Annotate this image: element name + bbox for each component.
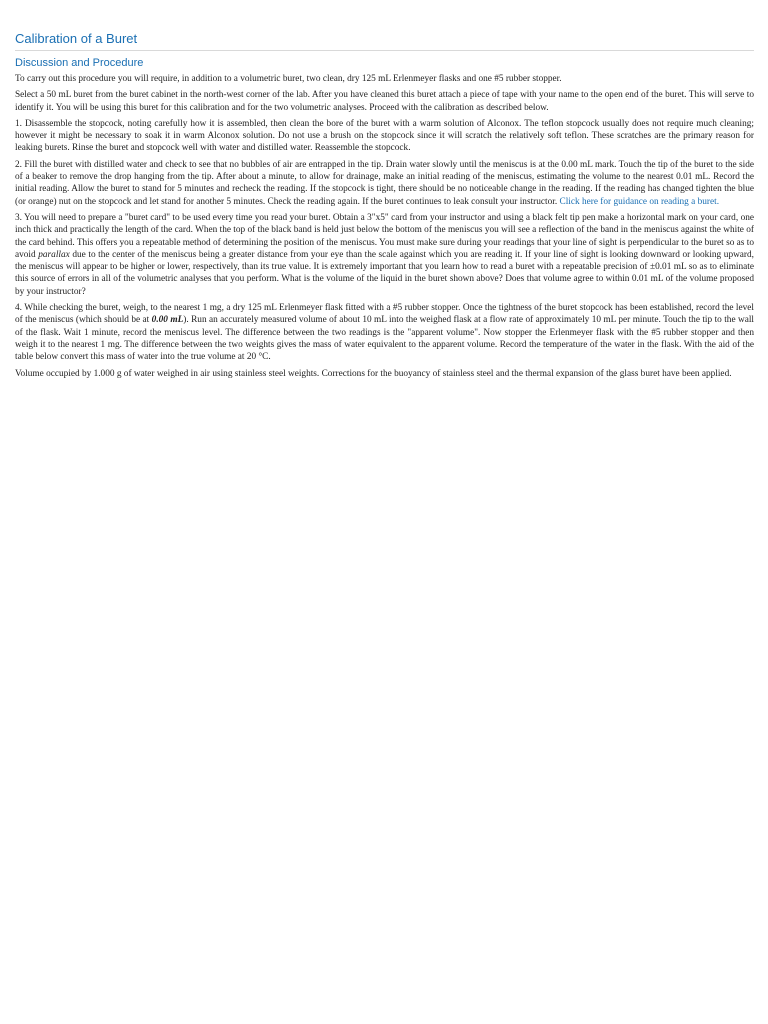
meniscus-start-value: 0.00 mL <box>151 315 184 326</box>
select-buret-paragraph: Select a 50 mL buret from the buret cabinet in the north-west corner of the lab. After you have cleaned this buret attach a piece of tape with your name to the open end of the buret. This will serve to identify it. You will be using this buret for this calibration and for the two volumetric analyses. Proceed with the calibration as described below. <box>15 90 754 113</box>
step-2-text: 2. Fill the buret with distilled water and check to see that no bubbles of air are entrapped in the tip. Drain water slowly until the meniscus is at the 0.00 mL mark. Touch the tip of the buret to the side of a beaker to remove the drop hanging from the tip. After about a minute, to allow for drainage, make an initial reading of the meniscus, estimating the volume to the nearest 0.01 mL. Record the initial reading. Allow the buret to stand for 5 minutes and recheck the reading. If the stopcock is tight, there should be no noticeable change in the reading. If the reading has changed tighten the blue (or orange) nut on the stopcock and let stand for another 5 minutes. Check the reading again. If the buret continues to leak consult your instructor. <box>15 159 754 207</box>
step-1-paragraph: 1. Disassemble the stopcock, noting carefully how it is assembled, then clean the bore of the buret with a warm solution of Alconox. The teflon stopcock usually does not require much cleaning; however it might be necessary to soak it in warm Alconox solution. Do not use a brush on the stopcock since it will scratch the relatively soft teflon. These scratches are the primary reason for leaking burets. Rinse the buret and stopcock well with water and distilled water. Reassemble the stopcock. <box>15 118 754 154</box>
intro-paragraph: To carry out this procedure you will require, in addition to a volumetric buret, two clean, dry 125 mL Erlenmeyer flasks and one #5 rubber stopper. <box>15 74 562 84</box>
step-4-text-b: ). Run an accurately measured volume of about 10 mL into the weighed flask at a flow rate of approximately 10 mL per minute. Touch the tip to the wall of the flask. Wait 1 minute, record the meniscus level. The difference between the two readings is the "apparent volume". Now stopper the Erlenmeyer flask with the #5 rubber stopper and then weigh it to the nearest 1 mg. The difference between the two weights gives the mass of water equivalent to the apparent volume. Record the temperature of the water in the flask. With the aid of the table below convert this mass of water into the true volume at 20 °C. <box>15 315 754 363</box>
section-heading: Discussion and Procedure <box>15 57 144 69</box>
step-4-text-a: 4. While checking the buret, weigh, to the nearest 1 mg, a dry 125 mL Erlenmeyer flask fitted with a #5 rubber stopper. Once the tightness of the buret stopcock has been established, record the level of the meniscus (which should be at <box>15 303 754 326</box>
document-page <box>15 0 754 384</box>
step-3-text-b: due to the center of the meniscus being a greater distance from your eye than the scale against which you are reading it. If your line of sight is looking downward or looking upward, the meniscus will appear to be higher or lower, respectively, than its true value. It is extremely important that you learn how to read a buret with a repeatable precision of ±0.01 mL so as to eliminate this source of errors in all of the volumetric analyses that you perform. What is the volume of the liquid in the buret shown above? Does that volume agree to within 0.01 mL of the volume proposed by your instructor? <box>15 249 754 297</box>
reading-buret-link[interactable]: Click here for guidance on reading a buret. <box>559 196 720 207</box>
volume-note-paragraph: Volume occupied by 1.000 g of water weighed in air using stainless steel weights. Corrections for the buoyancy of stainless steel and the thermal expansion of the glass buret have been applied. <box>15 368 732 379</box>
step-3-paragraph <box>15 212 754 298</box>
parallax-term: parallax <box>38 249 70 260</box>
page-title: Calibration of a Buret <box>15 31 754 51</box>
step-2-paragraph <box>15 159 754 208</box>
step-4-paragraph <box>15 302 754 363</box>
step-3-text-a: 3. You will need to prepare a "buret card" to be used every time you read your buret. Obtain a 3"x5" card from your instructor and using a black felt tip pen make a horizontal mark on your card, one inch thick and practically the length of the card. When the top of the black band is held just below the bottom of the meniscus you will see a reflection of the band in the meniscus against the white of the card behind. This offers you a repeatable method of determining the position of the meniscus. You must make sure during your readings that your line of sight is perpendicular to the buret so as to avoid <box>15 212 754 260</box>
